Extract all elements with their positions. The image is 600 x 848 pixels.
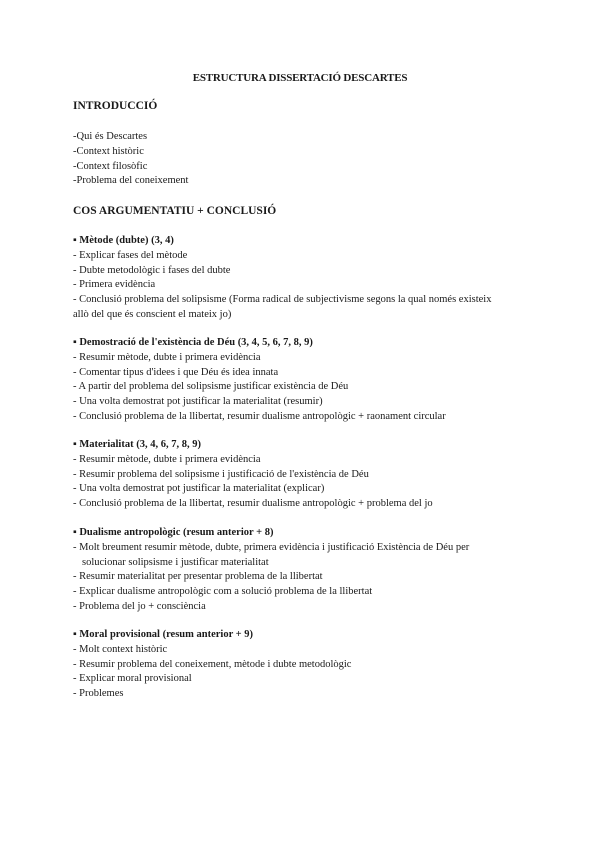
block-materialitat: [73, 438, 433, 512]
block-title: ▪ Materialitat (3, 4, 6, 7, 8, 9): [73, 439, 201, 450]
block-moral-provisional: [73, 628, 351, 702]
list-item: - Dubte metodològic i fases del dubte: [73, 264, 231, 276]
list-item: - A partir del problema del solipsisme justificar existència de Déu: [73, 381, 349, 393]
list-item-continuation: allò del que és conscient el mateix jo): [73, 308, 232, 320]
list-item: - Molt context històric: [73, 643, 168, 655]
block-title: ▪ Moral provisional (resum anterior + 9): [73, 629, 254, 640]
block-metode: [73, 234, 491, 323]
intro-heading: INTRODUCCIÓ: [73, 100, 158, 112]
block-title: ▪ Mètode (dubte) (3, 4): [73, 235, 174, 246]
document-title: ESTRUCTURA DISSERTACIÓ DESCARTES: [192, 72, 408, 84]
list-item: - Explicar moral provisional: [73, 673, 192, 685]
list-item: - Resumir problema del coneixement, mètode i dubte metodològic: [73, 658, 352, 670]
list-item-continuation: solucionar solipsisme i justificar materialitat: [82, 556, 269, 568]
list-item: - Conclusió problema del solipsisme (Forma radical de subjectivisme segons la qual només existeix: [73, 294, 492, 306]
list-item: - Conclusió problema de la llibertat, resumir dualisme antropològic + problema del jo: [73, 498, 433, 510]
list-item: - Una volta demostrat pot justificar la materialitat (explicar): [73, 483, 325, 495]
list-item: - Comentar tipus d'idees i que Déu és idea innata: [73, 366, 279, 378]
list-item: - Resumir mètode, dubte i primera evidència: [73, 351, 261, 363]
list-item: -Context històric: [73, 145, 144, 157]
list-item: - Una volta demostrat pot justificar la materialitat (resumir): [73, 396, 323, 408]
list-item: - Molt breument resumir mètode, dubte, primera evidència i justificació Existència de Déu per: [73, 541, 470, 553]
list-item: - Explicar dualisme antropològic com a solució problema de la llibertat: [73, 586, 373, 598]
list-item: - Primera evidència: [73, 279, 156, 291]
body-heading: COS ARGUMENTATIU + CONCLUSIÓ: [73, 205, 277, 217]
list-item: - Resumir materialitat per presentar problema de la llibertat: [73, 571, 323, 583]
list-item: - Resumir mètode, dubte i primera evidència: [73, 453, 261, 465]
list-item: -Context filosòfic: [73, 160, 148, 172]
block-demostracio-deu: [73, 336, 446, 425]
block-title: ▪ Demostració de l'existència de Déu (3, 4, 5, 6, 7, 8, 9): [73, 337, 313, 348]
list-item: - Conclusió problema de la llibertat, resumir dualisme antropològic + raonament circular: [73, 410, 446, 422]
block-title: ▪ Dualisme antropològic (resum anterior + 8): [73, 527, 274, 538]
list-item: - Explicar fases del mètode: [73, 249, 188, 261]
list-item: -Problema del coneixement: [73, 175, 189, 187]
list-item: -Qui és Descartes: [73, 131, 148, 142]
block-dualisme: [73, 526, 469, 615]
list-item: - Resumir problema del solipsisme i justificació de l'existència de Déu: [73, 468, 369, 480]
list-item: - Problemes: [73, 688, 124, 700]
list-item: - Problema del jo + consciència: [73, 600, 206, 612]
intro-list: [73, 130, 188, 189]
